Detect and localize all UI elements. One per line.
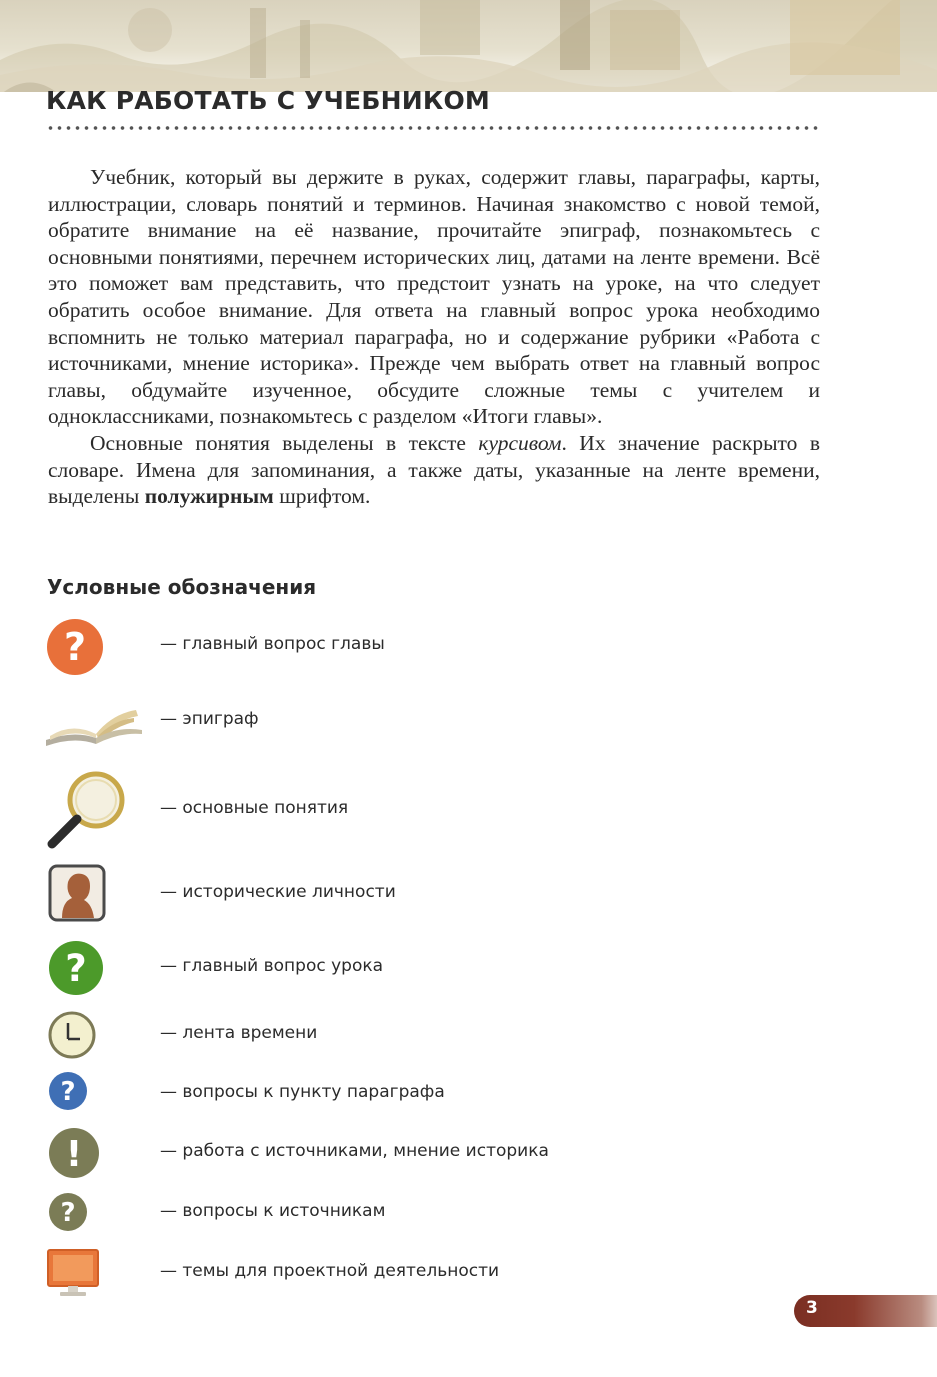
green-question-icon: [48, 940, 104, 996]
intro-p2-italic: курсивом: [478, 430, 562, 455]
legend-label-paragraph-questions: — вопросы к пункту параграфа: [160, 1082, 445, 1102]
svg-text:?: ?: [63, 625, 87, 669]
legend-label-timeline: — лента времени: [160, 1023, 318, 1043]
legend-label-source-questions: — вопросы к источникам: [160, 1201, 386, 1221]
intro-paragraph-1: Учебник, который вы держите в руках, содержит главы, параграфы, карты, иллюстрации, словарь понятий и терминов. Начиная знакомство с новой темой, обратите внимание на её название, прочитайте эпиграф, познакомьтесь с основными понятиями, перечнем исторических лиц, датами на ленте времени. Всё это поможет вам представить, что предстоит узнать на уроке, на что следует обратить особое внимание. Для ответа на главный вопрос урока необходимо вспомнить не только материал параграфа, но и содержание рубрики «Работа с источниками, мнение историка». Прежде чем выбрать ответ на главный вопрос главы, обдумайте изученное, обсудите сложные темы с учителем и одноклассниками, познакомьтесь с разделом «Итоги главы».: [48, 165, 820, 429]
svg-text:?: ?: [60, 1077, 76, 1107]
portrait-icon: [48, 864, 106, 922]
olive-question-icon: [48, 1192, 88, 1232]
legend-label-projects: — темы для проектной деятельности: [160, 1261, 500, 1281]
orange-question-icon: [46, 618, 104, 676]
page-title: КАК РАБОТАТЬ С УЧЕБНИКОМ: [46, 86, 490, 115]
intro-text: [48, 164, 820, 510]
intro-p2-part-c: шрифтом.: [273, 484, 371, 509]
header-banner: [0, 0, 937, 92]
monitor-icon: [46, 1248, 100, 1298]
banner-illustration: [0, 0, 937, 92]
open-book-icon: [44, 700, 144, 750]
svg-text:!: !: [65, 1134, 83, 1175]
clock-icon: [48, 1011, 96, 1059]
legend-title: Условные обозначения: [47, 575, 317, 599]
legend-label-chapter-question: — главный вопрос главы: [160, 634, 385, 654]
blue-question-icon: [48, 1071, 88, 1111]
legend-label-epigraph: — эпиграф: [160, 709, 259, 729]
legend-label-concepts: — основные понятия: [160, 798, 349, 818]
legend-label-sources: — работа с источниками, мнение историка: [160, 1141, 549, 1161]
legend-label-lesson-question: — главный вопрос урока: [160, 956, 384, 976]
svg-text:?: ?: [60, 1198, 76, 1228]
intro-p2-part-a: Основные понятия выделены в тексте: [90, 430, 479, 455]
intro-p2-part-b: . Их значение раскрыто в словаре. Имена для запоминания, а также даты, указанные на ленте времени, выделены: [48, 430, 820, 509]
exclamation-icon: [48, 1127, 100, 1179]
svg-text:?: ?: [65, 947, 87, 990]
magnifier-icon: [46, 770, 128, 850]
intro-p2-bold: полужирным: [144, 484, 274, 509]
page-number: 3: [806, 1298, 818, 1318]
legend-label-personalities: — исторические личности: [160, 882, 396, 902]
intro-paragraph-2: [48, 430, 820, 510]
dotted-divider: [46, 123, 820, 133]
